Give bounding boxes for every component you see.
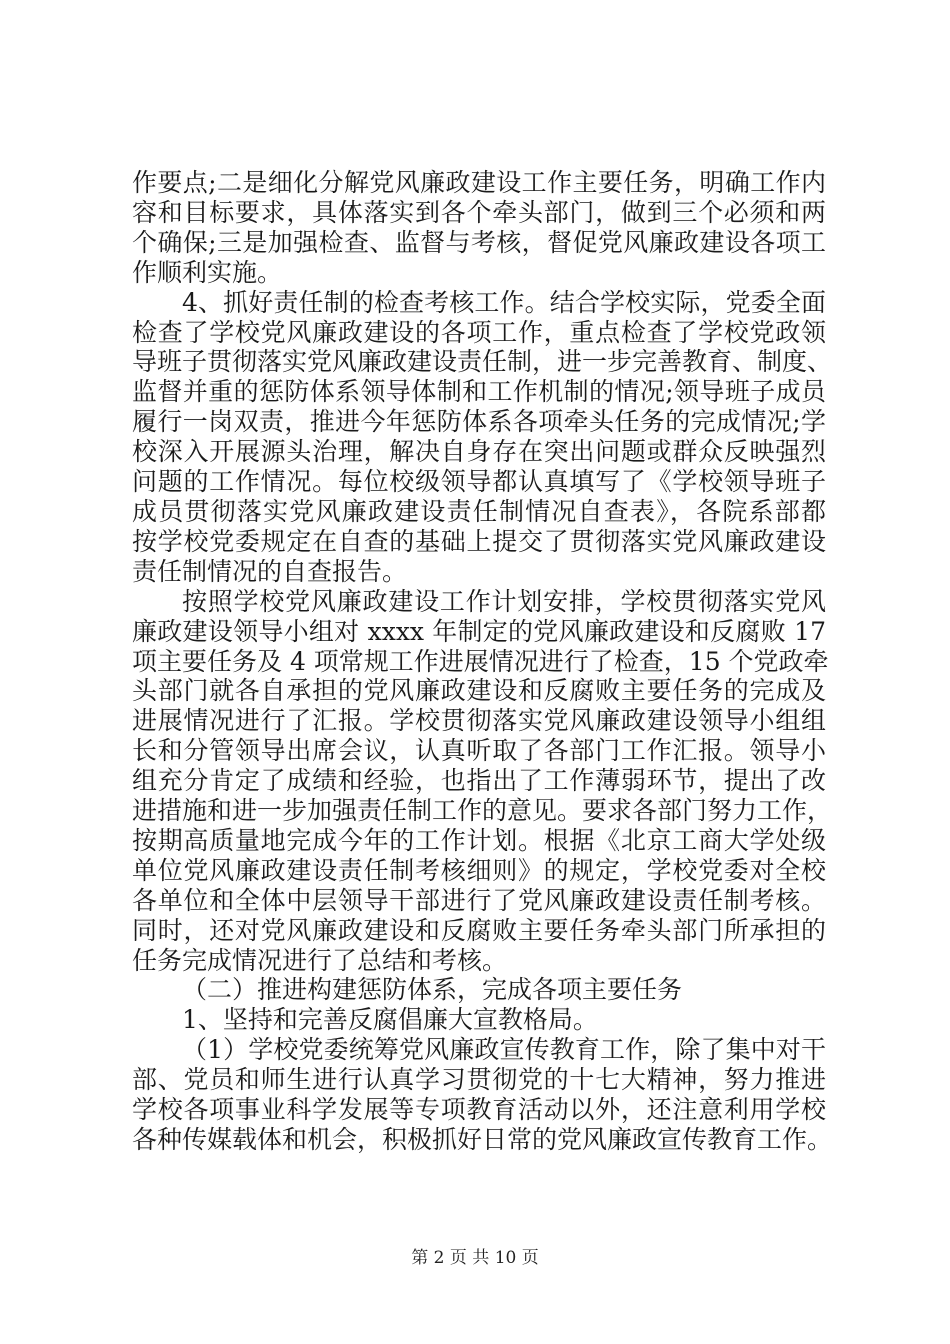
text-line: （1）学校党委统筹党风廉政宣传教育工作，除了集中对干 bbox=[182, 1035, 826, 1065]
text-line: 部、党员和师生进行认真学习贯彻党的十七大精神，努力推进 bbox=[132, 1065, 826, 1095]
text-line: 组充分肯定了成绩和经验，也指出了工作薄弱环节，提出了改 bbox=[132, 766, 826, 796]
text-line: 4、抓好责任制的检查考核工作。结合学校实际，党委全面 bbox=[182, 287, 826, 317]
text-line: 各种传媒载体和机会，积极抓好日常的党风廉政宣传教育工作。 bbox=[132, 1125, 833, 1154]
text-line: 容和目标要求，具体落实到各个牵头部门，做到三个必须和两 bbox=[132, 197, 826, 227]
text-line: 责任制情况的自查报告。 bbox=[132, 556, 408, 586]
page-number: 第 2 页 共 10 页 bbox=[411, 1248, 539, 1268]
text-line: 各单位和全体中层领导干部进行了党风廉政建设责任制考核。 bbox=[132, 885, 826, 915]
paragraph-item-4 bbox=[132, 287, 833, 587]
text-line: 按照学校党风廉政建设工作计划安排，学校贯彻落实党风 bbox=[182, 586, 826, 616]
text-line: 检查了学校党风廉政建设的各项工作，重点检查了学校党政领 bbox=[132, 317, 826, 347]
text-line: 单位党风廉政建设责任制考核细则》的规定，学校党委对全校 bbox=[132, 855, 826, 885]
paragraph-propaganda bbox=[132, 1035, 833, 1155]
text-line: 进展情况进行了汇报。学校贯彻落实党风廉政建设领导小组组 bbox=[132, 706, 826, 736]
text-line: 按期高质量地完成今年的工作计划。根据《北京工商大学处级 bbox=[132, 825, 826, 855]
document-body bbox=[132, 168, 833, 1155]
section-heading bbox=[132, 975, 826, 1005]
text-line: 长和分管领导出席会议，认真听取了各部门工作汇报。领导小 bbox=[132, 736, 826, 766]
text-line: 个确保;三是加强检查、监督与考核，督促党风廉政建设各项工 bbox=[132, 227, 826, 257]
text-line: 监督并重的惩防体系领导体制和工作机制的情况;领导班子成员 bbox=[132, 377, 826, 407]
text-line: 履行一岗双责，推进今年惩防体系各项牵头任务的完成情况;学 bbox=[132, 407, 826, 437]
text-line: 进措施和进一步加强责任制工作的意见。要求各部门努力工作， bbox=[132, 796, 833, 826]
text-line: 学校各项事业科学发展等专项教育活动以外，还注意利用学校 bbox=[132, 1095, 826, 1125]
page-footer bbox=[0, 1247, 950, 1269]
text-line: 成员贯彻落实党风廉政建设责任制情况自查表》，各院系部都 bbox=[132, 496, 826, 526]
text-line: 头部门就各自承担的党风廉政建设和反腐败主要任务的完成及 bbox=[132, 676, 826, 706]
text-line: 问题的工作情况。每位校级领导都认真填写了《学校领导班子 bbox=[132, 467, 826, 497]
paragraph-continuation bbox=[132, 168, 826, 288]
text-line: 同时，还对党风廉政建设和反腐败主要任务牵头部门所承担的 bbox=[132, 915, 826, 945]
heading-line: 1、坚持和完善反腐倡廉大宣教格局。 bbox=[182, 1005, 598, 1035]
text-line: 导班子贯彻落实党风廉政建设责任制，进一步完善教育、制度、 bbox=[132, 347, 833, 377]
paragraph-inspection bbox=[132, 586, 833, 976]
text-line: 作要点;二是细化分解党风廉政建设工作主要任务，明确工作内 bbox=[132, 168, 826, 197]
subsection-heading bbox=[132, 1005, 826, 1035]
text-line: 校深入开展源头治理，解决自身存在突出问题或群众反映强烈 bbox=[132, 437, 826, 467]
text-line: 任务完成情况进行了总结和考核。 bbox=[132, 945, 508, 975]
heading-line: （二）推进构建惩防体系，完成各项主要任务 bbox=[182, 975, 683, 1005]
text-line: 按学校党委规定在自查的基础上提交了贯彻落实党风廉政建设 bbox=[132, 526, 826, 556]
text-line: 廉政建设领导小组对 xxxx 年制定的党风廉政建设和反腐败 17 bbox=[132, 616, 826, 646]
text-line: 项主要任务及 4 项常规工作进展情况进行了检查，15 个党政牵 bbox=[132, 646, 829, 676]
text-line: 作顺利实施。 bbox=[132, 257, 283, 287]
